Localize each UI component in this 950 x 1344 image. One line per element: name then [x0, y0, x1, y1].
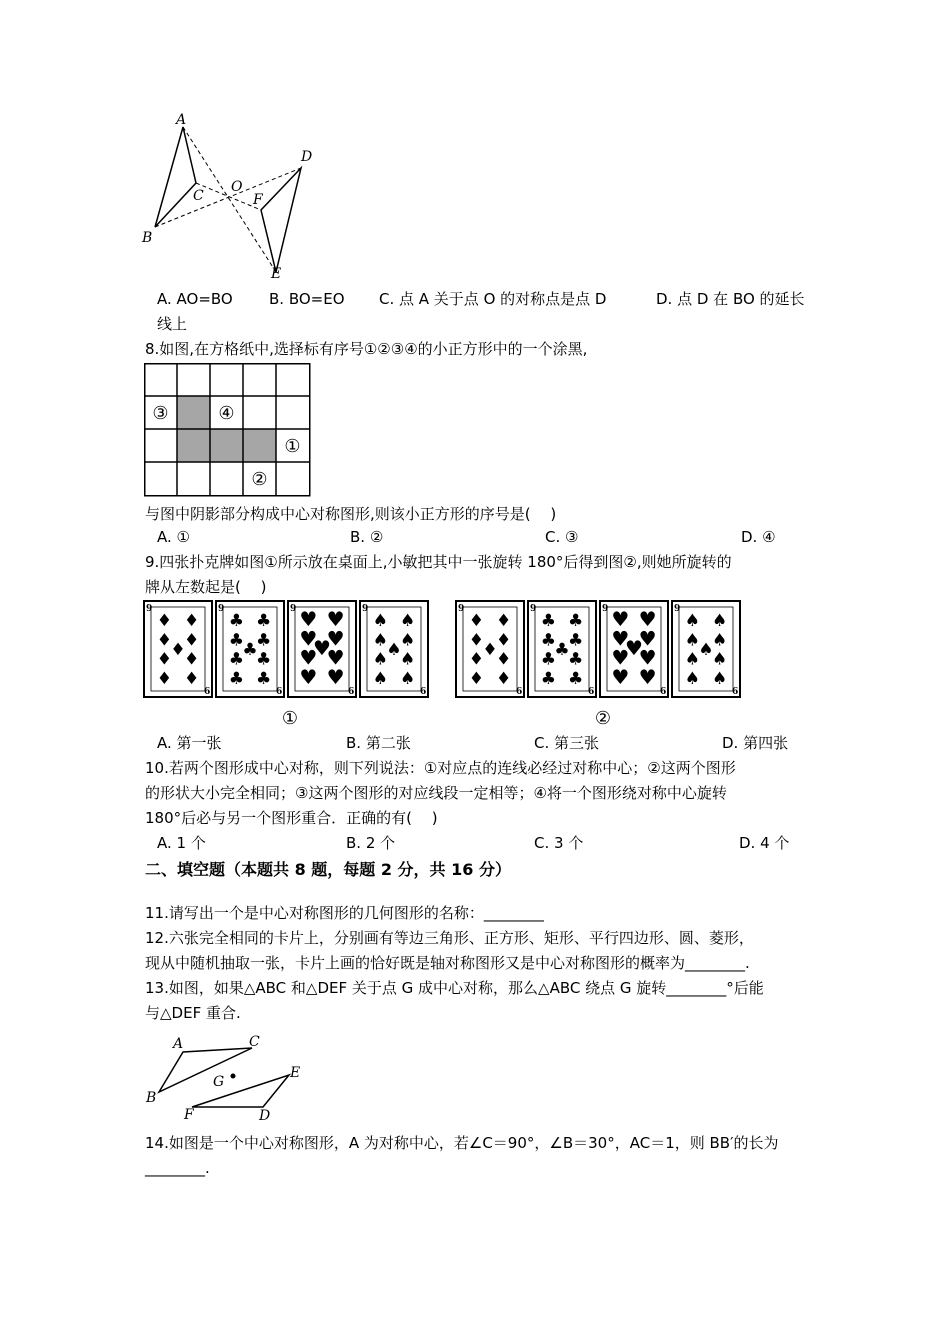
- q7-figure: [140, 110, 330, 285]
- q8-option-b[interactable]: B. ②: [350, 528, 384, 546]
- club-icon: ♣: [567, 649, 584, 670]
- card-rank: 9: [530, 604, 537, 614]
- label-b: B: [142, 230, 153, 246]
- playing-card-club: [528, 601, 596, 697]
- label-c: C: [193, 188, 204, 204]
- playing-card-spade: [672, 601, 740, 697]
- diamond-icon: ♦: [482, 640, 498, 660]
- club-icon: ♣: [554, 640, 570, 660]
- diamond-icon: ♦: [468, 630, 485, 651]
- q13-line-2: 与△DEF 重合.: [145, 1004, 241, 1022]
- q10-option-d[interactable]: D. 4 个: [739, 834, 790, 852]
- section-title-fill-in: 二、填空题（本题共 8 题，每题 2 分，共 16 分）: [145, 860, 511, 879]
- spade-icon: ♠: [372, 630, 389, 651]
- q14-line-2: ________.: [145, 1159, 210, 1177]
- card-rank-bottom: 6: [276, 687, 283, 697]
- shaded-cell: [177, 429, 210, 462]
- heart-icon: ♥: [625, 636, 643, 660]
- shaded-cell: [243, 429, 276, 462]
- diamond-icon: ♦: [468, 668, 485, 689]
- playing-card-spade: [360, 601, 428, 697]
- cell-label-2[interactable]: ②: [251, 469, 268, 490]
- club-icon: ♣: [228, 630, 245, 651]
- heart-icon: ♥: [611, 664, 630, 689]
- q10-option-a[interactable]: A. 1 个: [157, 834, 206, 852]
- diamond-icon: ♦: [156, 611, 173, 632]
- label-o: O: [231, 179, 243, 195]
- club-icon: ♣: [255, 611, 272, 632]
- diamond-icon: ♦: [156, 630, 173, 651]
- label-e: E: [271, 266, 282, 282]
- club-icon: ♣: [242, 640, 258, 660]
- triangle-def: [192, 1075, 289, 1107]
- playing-card-heart: [600, 601, 668, 697]
- grid-lines: [144, 363, 310, 496]
- heart-icon: ♥: [611, 607, 630, 632]
- spade-icon: ♠: [711, 630, 728, 651]
- club-icon: ♣: [228, 611, 245, 632]
- q8-stem: 8.如图,在方格纸中,选择标有序号①②③④的小正方形中的一个涂黑,: [145, 340, 588, 358]
- club-icon: ♣: [540, 668, 557, 689]
- q7-option-b[interactable]: B. BO=EO: [269, 290, 345, 308]
- heart-icon: ♥: [313, 636, 331, 660]
- q8-option-d[interactable]: D. ④: [741, 528, 776, 546]
- triangle-def: [261, 168, 301, 272]
- card-rank: 9: [674, 604, 681, 614]
- label-d: D: [301, 149, 313, 165]
- q9-stem-2: 牌从左数起是( ): [145, 578, 267, 596]
- heart-icon: ♥: [299, 645, 318, 670]
- spade-icon: ♠: [399, 668, 416, 689]
- cell-label-4[interactable]: ④: [218, 403, 235, 424]
- q9-option-c[interactable]: C. 第三张: [534, 734, 600, 752]
- dashed-c-f: [196, 183, 261, 210]
- diamond-icon: ♦: [156, 649, 173, 670]
- q9-option-b[interactable]: B. 第二张: [346, 734, 411, 752]
- heart-icon: ♥: [299, 607, 318, 632]
- heart-icon: ♥: [611, 626, 630, 651]
- q9-cards-figure: [140, 598, 752, 730]
- q7-option-d[interactable]: D. 点 D 在 BO 的延长: [656, 290, 805, 308]
- diamond-icon: ♦: [495, 649, 512, 670]
- heart-icon: ♥: [326, 645, 345, 670]
- heart-icon: ♥: [611, 645, 630, 670]
- card-rank: 9: [362, 604, 369, 614]
- spade-icon: ♠: [386, 640, 402, 660]
- fig-label-1: ①: [281, 708, 299, 729]
- card-rank: 9: [602, 604, 609, 614]
- triangle-abc: [155, 127, 196, 227]
- diamond-icon: ♦: [156, 668, 173, 689]
- diamond-icon: ♦: [170, 640, 186, 660]
- q12-line-2: 现从中随机抽取一张，卡片上画的恰好既是轴对称图形又是中心对称图形的概率为________.: [145, 954, 750, 972]
- heart-icon: ♥: [326, 664, 345, 689]
- q10-stem-1: 10.若两个图形成中心对称，则下列说法：①对应点的连线必经过对称中心；②这两个图形: [145, 759, 736, 777]
- club-icon: ♣: [540, 611, 557, 632]
- spade-icon: ♠: [711, 611, 728, 632]
- spade-icon: ♠: [711, 668, 728, 689]
- label-f: F: [184, 1107, 194, 1123]
- q10-stem-3: 180°后必与另一个图形重合．正确的有( ): [145, 809, 438, 827]
- triangle-abc: [159, 1048, 252, 1092]
- q8-option-a[interactable]: A. ①: [157, 528, 190, 546]
- q13-line-1: 13.如图，如果△ABC 和△DEF 关于点 G 成中心对称，那么△ABC 绕点 G 旋转________°后能: [145, 979, 764, 997]
- diamond-icon: ♦: [183, 611, 200, 632]
- club-icon: ♣: [540, 649, 557, 670]
- q9-option-a[interactable]: A. 第一张: [157, 734, 222, 752]
- spade-icon: ♠: [399, 611, 416, 632]
- heart-icon: ♥: [638, 626, 657, 651]
- card-rank: 9: [290, 604, 297, 614]
- q13-figure: [140, 1030, 310, 1125]
- spade-icon: ♠: [372, 611, 389, 632]
- spade-icon: ♠: [698, 640, 714, 660]
- card-rank-bottom: 6: [660, 687, 667, 697]
- heart-icon: ♥: [638, 607, 657, 632]
- cell-label-3[interactable]: ③: [152, 403, 169, 424]
- label-a: A: [173, 1036, 184, 1052]
- label-e: E: [290, 1065, 301, 1081]
- q11-text: 11.请写出一个是中心对称图形的几何图形的名称：________: [145, 904, 544, 922]
- card-rank-bottom: 6: [732, 687, 739, 697]
- q12-line-1: 12.六张完全相同的卡片上，分别画有等边三角形、正方形、矩形、平行四边形、圆、菱形，: [145, 929, 754, 947]
- spade-icon: ♠: [684, 630, 701, 651]
- q7-option-a[interactable]: A. AO=BO: [157, 290, 233, 308]
- q8-option-c[interactable]: C. ③: [545, 528, 579, 546]
- club-icon: ♣: [567, 611, 584, 632]
- q9-option-d[interactable]: D. 第四张: [722, 734, 789, 752]
- diamond-icon: ♦: [495, 611, 512, 632]
- card-rank: 9: [458, 604, 465, 614]
- cell-label-1[interactable]: ①: [284, 436, 301, 457]
- card-rank-bottom: 6: [516, 687, 523, 697]
- q10-option-b[interactable]: B. 2 个: [346, 834, 396, 852]
- label-b: B: [146, 1090, 157, 1106]
- q10-option-c[interactable]: C. 3 个: [534, 834, 584, 852]
- label-d: D: [259, 1108, 271, 1124]
- card-rank: 9: [218, 604, 225, 614]
- q8-grid-figure: [144, 363, 312, 497]
- center-g: [231, 1074, 236, 1079]
- diamond-icon: ♦: [495, 668, 512, 689]
- spade-icon: ♠: [684, 611, 701, 632]
- q9-stem-1: 9.四张扑克牌如图①所示放在桌面上,小敏把其中一张旋转 180°后得到图②,则她所旋转的: [145, 553, 732, 571]
- spade-icon: ♠: [711, 649, 728, 670]
- heart-icon: ♥: [638, 664, 657, 689]
- club-icon: ♣: [255, 668, 272, 689]
- q10-stem-2: 的形状大小完全相同；③这两个图形的对应线段一定相等；④将一个图形绕对称中心旋转: [145, 784, 727, 802]
- spade-icon: ♠: [684, 649, 701, 670]
- spade-icon: ♠: [372, 649, 389, 670]
- q14-line-1: 14.如图是一个中心对称图形，A 为对称中心，若∠C＝90°，∠B＝30°，AC＝1，则 BB′的长为: [145, 1134, 779, 1152]
- playing-card-heart: [288, 601, 356, 697]
- diamond-icon: ♦: [183, 668, 200, 689]
- card-rank-bottom: 6: [420, 687, 427, 697]
- card-rank-bottom: 6: [348, 687, 355, 697]
- card-rank: 9: [146, 604, 153, 614]
- diamond-icon: ♦: [468, 611, 485, 632]
- spade-icon: ♠: [372, 668, 389, 689]
- label-a: A: [176, 112, 187, 128]
- label-c: C: [249, 1034, 260, 1050]
- playing-card-club: [216, 601, 284, 697]
- fig-label-2: ②: [594, 708, 612, 729]
- club-icon: ♣: [255, 630, 272, 651]
- playing-card-diamond: [144, 601, 212, 697]
- heart-icon: ♥: [326, 607, 345, 632]
- club-icon: ♣: [567, 630, 584, 651]
- diamond-icon: ♦: [468, 649, 485, 670]
- club-icon: ♣: [540, 630, 557, 651]
- label-g: G: [213, 1074, 225, 1090]
- diamond-icon: ♦: [495, 630, 512, 651]
- heart-icon: ♥: [326, 626, 345, 651]
- card-rank-bottom: 6: [588, 687, 595, 697]
- club-icon: ♣: [567, 668, 584, 689]
- spade-icon: ♠: [399, 649, 416, 670]
- spade-icon: ♠: [684, 668, 701, 689]
- q7-option-c[interactable]: C. 点 A 关于点 O 的对称点是点 D: [379, 290, 607, 308]
- spade-icon: ♠: [399, 630, 416, 651]
- diamond-icon: ♦: [183, 649, 200, 670]
- club-icon: ♣: [228, 668, 245, 689]
- card-rank-bottom: 6: [204, 687, 211, 697]
- q7-option-d-cont: 线上: [157, 315, 188, 333]
- diamond-icon: ♦: [183, 630, 200, 651]
- heart-icon: ♥: [299, 664, 318, 689]
- shaded-cell: [210, 429, 243, 462]
- club-icon: ♣: [255, 649, 272, 670]
- q8-stem-2: 与图中阴影部分构成中心对称图形,则该小正方形的序号是( ): [145, 505, 557, 523]
- heart-icon: ♥: [638, 645, 657, 670]
- heart-icon: ♥: [299, 626, 318, 651]
- club-icon: ♣: [228, 649, 245, 670]
- dashed-b-d: [155, 168, 301, 227]
- label-f: F: [253, 192, 263, 208]
- playing-card-diamond: [456, 601, 524, 697]
- shaded-cell: [177, 396, 210, 429]
